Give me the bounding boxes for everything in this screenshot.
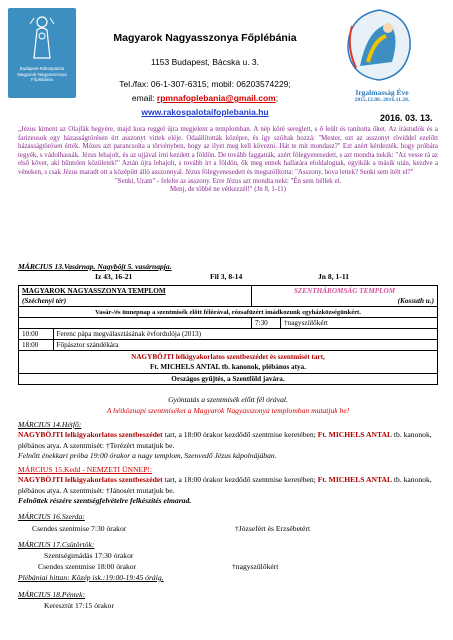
parish-title: Magyarok Nagyasszonya Főplébánia	[113, 32, 297, 44]
day-18-cross: Keresztút 17:15 órakor	[44, 601, 115, 610]
lent-retreat-cell	[19, 351, 438, 374]
day-15-tail2: tb. kanonok, plébános atya. A szentmisét: †Jánosért mutatjuk be.	[18, 475, 432, 495]
row2-intention: Ferenc pápa megválasztásának évfordulója (2013)	[53, 329, 438, 340]
weekday-note: A hétköznapi szentmiséket a Magyarok Nagyasszonya templomban mutatjuk be!	[106, 406, 350, 415]
parish-email-line	[85, 93, 325, 103]
bulletin-date: 2016. 03. 13.	[380, 113, 433, 123]
day-18-title: MÁRCIUS 18.Péntek:	[18, 590, 86, 599]
row2-time: 10:00	[19, 329, 54, 340]
row1-empty-time	[19, 318, 54, 329]
day-14-choir: Felnőtt énekkari próba 19:00 órakor a nagy templom, Szenvedő Jézus kápolnájában.	[18, 451, 277, 460]
day-15-note: Felnőttek részére szentségfelvételre felkészítés elmarad.	[18, 496, 192, 505]
rosary-note: Vasár-/és ünnepnap a szentmisék előtt félórával, rózsafüzért imádkozunk egyházközségünkért.	[19, 307, 438, 318]
gospel-text	[18, 126, 438, 195]
row3-time: 18:00	[19, 340, 54, 351]
day-14-priest: Ft. MICHELS ANTAL	[317, 430, 393, 439]
day-17-mass: Csendes szentmise 18:00 órakor	[38, 562, 137, 571]
day-17-study: Plébániai hittan: Közép isk.:19:00-19:45 óráig.	[18, 573, 164, 582]
mercy-year-title: Irgalmasság Éve	[355, 88, 409, 97]
email-link[interactable]: rpmnafoplebania@gmail.com	[156, 93, 276, 103]
day-14-lent: NAGYBÖJTI lelkigyakorlatos szentbeszédet	[18, 430, 163, 439]
row1-intention: †nagyszülőkért	[281, 318, 438, 329]
day-15-title: MÁRCIUS 15.Kedd - NEMZETI ÜNNEP!:	[18, 465, 152, 474]
reading-1: Iz 43, 16-21	[95, 272, 133, 281]
day-17-adoration: Szentségimádás 17:30 órakor	[44, 551, 134, 560]
parish-website	[85, 107, 325, 117]
day-14-tail2: tb. kanonok, plébános atya. A szentmisét: †Terézért mutatjuk be.	[18, 430, 432, 450]
day-17-intention: †nagyszülőkért	[232, 562, 279, 571]
madonna-icon	[24, 14, 60, 60]
day-16-mass: Csendes szentmise 7:30 órakor	[32, 524, 127, 533]
row3-intention: Főpásztor szándékára	[53, 340, 438, 351]
reading-3: Jn 8, 1-11	[318, 272, 350, 281]
parish-phone: Tel./fax: 06-1-307-6315; mobil: 06203574229;	[119, 79, 291, 89]
church-1-location: (Széchenyi tér)	[19, 296, 252, 307]
gospel-line2: "Senki, Uram" - felelte az asszony. Erre Jézus azt mondta neki: "Én sem ítéllek el.	[114, 177, 342, 185]
collection-note: Országos gyűjtés, a Szentföld javára.	[19, 374, 438, 385]
day-15-lent: NAGYBÖJTI lelkigyakorlatos szentbeszédet	[18, 475, 163, 484]
parish-logo	[8, 8, 76, 98]
logo-caption: Budapest-Rákospalota Magyarok Nagyasszonya Főplébánia	[17, 66, 67, 82]
church-2-name: SZENTHÁROMSÁG TEMPLOM	[252, 286, 438, 297]
day-15-priest: Ft. MICHELS ANTAL	[317, 475, 393, 484]
gospel-body: „Jézus kiment az Olajfák hegyére, majd kora reggel újra megjelent a templomban. A nép köré sereglett, s ő leült és tanította őket. Az írástudók és a farizeusok egy házasságtörésen ért asszonyt vittek eléje. Odaállították középre, és így szóltak hozzá: "Mester, ezt az asszonyt röviddel ezelőtt házasságtörésen érték. Mózes azt parancsolta a törvényben, hogy az ilyet meg kell kövezni. Hát te mit mondasz?" Ezt azért kérdezték, hogy próbára tegyék, s vádolhassák. Jézus lehajolt, és az ujjával írni kezdett a földön. De tovább faggatták, azért fölegyenesedett, s azt mondta nekik: "Az vesse rá az első követ, aki bűntelen közületek!" Aztán újra lehajolt, s tovább írt a földön, ők meg ennek hallatára eloldalogtak, egyikük a másik után, kezdve a véneken, s csak Jézus maradt ott a középütt álló asszonnyal. Jézus fölegyenesedett és megszólította: "Asszony, hova lettek? Senki sem ítélt el?"	[18, 126, 438, 176]
day-14-text	[18, 430, 443, 451]
day-17-title: MÁRCIUS 17.Csütörtök:	[18, 540, 95, 549]
day-16-title: MÁRCIUS 16.Szerda:	[18, 512, 85, 521]
lent-line-1: NAGYBÖJTI lelkigyakorlatos szentbeszédet és szentmisét tart,	[131, 353, 325, 361]
sunday-title: MÁRCIUS 13.Vasárnap. Nagyböjt 5. vasárnapja.	[18, 262, 172, 271]
sunday-schedule-table	[18, 285, 438, 385]
day-16-intention: †Józsefért és Erzsébetért	[235, 524, 311, 533]
row1-empty-desc	[53, 318, 252, 329]
mercy-year-logo	[338, 6, 420, 84]
day-14-title: MÁRCIUS 14.Hétfő:	[18, 420, 82, 429]
mercy-year-dates: 2015.12.08.-2016.11.20.	[354, 97, 410, 103]
email-suffix: ;	[275, 93, 279, 103]
lent-line-2-text: Ft. MICHELS ANTAL tb. kanonok, plébános atya.	[149, 363, 307, 371]
church-1-name: MAGYAROK NAGYASSZONYA TEMPLOM	[19, 286, 252, 297]
email-prefix: email:	[131, 93, 157, 103]
day-15-text	[18, 475, 443, 496]
day-14-tail: tart, a 18:00 órakor kezdődő szentmise keretében;	[162, 430, 318, 439]
lent-line-2	[19, 362, 437, 372]
parish-address: 1153 Budapest, Bácska u. 3.	[150, 57, 260, 67]
reading-2: Fil 3, 8-14	[210, 272, 243, 281]
gospel-line3: Menj, de többé ne vétkezzél!" (Jn 8, 1-11)	[169, 186, 287, 194]
church-2-location: (Kossuth u.)	[252, 296, 438, 307]
confession-note: Gyóntatás a szentmisék előtt fél órával.	[168, 395, 288, 404]
day-15-tail: tart, a 18:00 órakor kezdődő szentmise keretében;	[162, 475, 318, 484]
row1-time: 7:30	[252, 318, 281, 329]
website-link[interactable]: www.rakospalotaifoplebania.hu	[141, 107, 269, 117]
